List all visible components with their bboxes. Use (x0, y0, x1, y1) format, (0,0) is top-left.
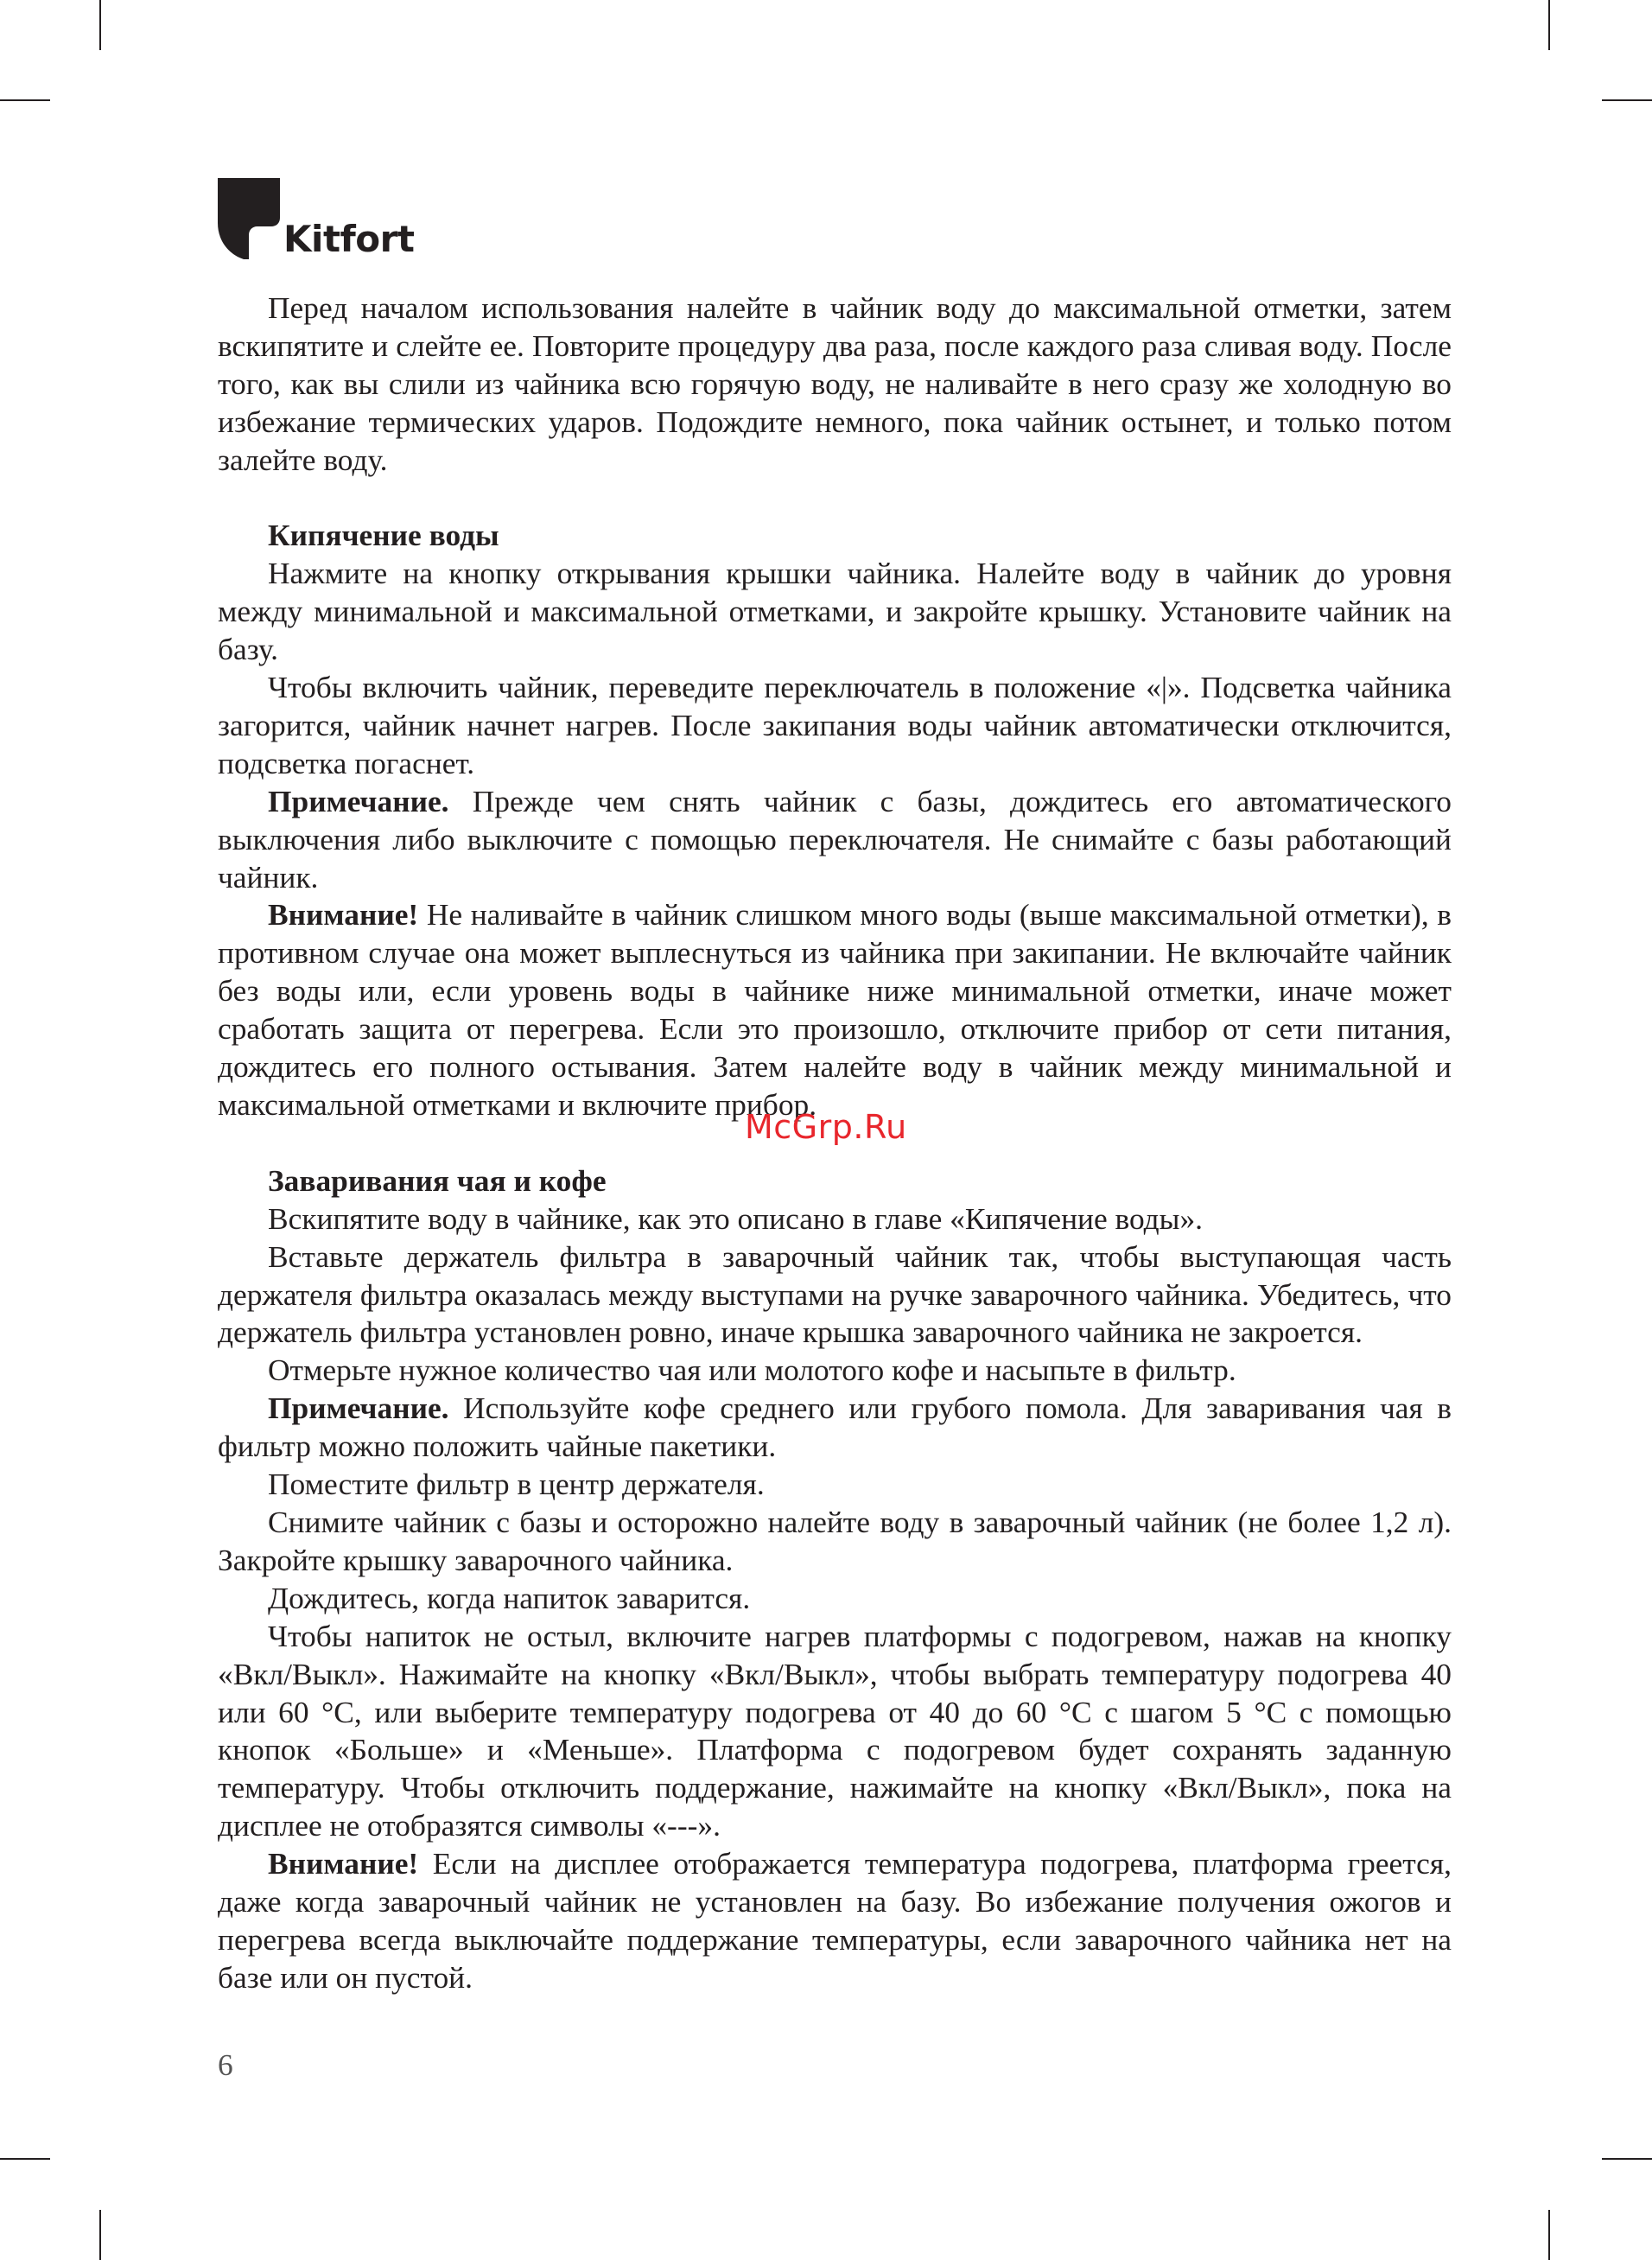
note-paragraph (218, 783, 1452, 897)
brand-logo (218, 178, 414, 259)
paragraph: Снимите чайник с базы и осторожно налейте воду в заварочный чайник (не более 1,2 л). Закройте крышку заварочного чайника. (218, 1504, 1452, 1577)
crop-mark (1602, 2158, 1652, 2160)
intro-paragraph: Перед началом использования налейте в чайник воду до максимальной отметки, затем вскипятите и слейте ее. Повторите процедуру два раза, после каждого раза сливая воду. После того, как вы слили из чайника всю горячую воду, не наливайте в него сразу же холодную во избежание термических ударов. Подождите немного, пока чайник остынет, и только потом залейте воду. (218, 290, 1452, 477)
note-label: Примечание. (268, 783, 449, 818)
paragraph: Дождитесь, когда напиток заварится. (268, 1580, 751, 1615)
crop-mark (1548, 0, 1550, 50)
crop-mark (0, 2158, 50, 2160)
warning-label: Внимание! (268, 897, 419, 933)
crop-mark (99, 0, 101, 50)
warning-label: Внимание! (268, 1846, 419, 1881)
paragraph: Нажмите на кнопку открывания крышки чайника. Налейте воду в чайник до уровня между минимальной и максимальной отметками, и закройте крышку. Установите чайник на базу. (218, 556, 1452, 667)
kitfort-logo-icon (218, 178, 280, 259)
paragraph: Вскипятите воду в чайнике, как это описано в главе «Кипячение воды». (268, 1200, 1204, 1236)
watermark: McGrp.Ru (745, 1108, 907, 1146)
section-heading-boiling: Кипячение воды (268, 518, 499, 553)
warning-paragraph (218, 1845, 1452, 1997)
note-paragraph (218, 1390, 1452, 1466)
paragraph: Чтобы напиток не остыл, включите нагрев платформы с подогревом, нажав на кнопку «Вкл/Выкл». Нажимайте на кнопку «Вкл/Выкл», чтобы выбрать температуру подогрева 40 или 60 °С, или выберите температуру подогрева от 40 до 60 °С с шагом 5 °С с помощью кнопок «Больше» и «Меньше». Платформа с подогревом будет сохранять заданную температуру. Чтобы отключить поддержание, нажимайте на кнопку «Вкл/Выкл», пока на дисплее не отобразятся символы «---». (218, 1618, 1452, 1843)
paragraph: Поместите фильтр в центр держателя. (268, 1467, 765, 1502)
paragraph: Вставьте держатель фильтра в заварочный чайник так, чтобы выступающая часть держателя фильтра оказалась между выступами на ручке заварочного чайника. Убедитесь, что держатель фильтра установлен ровно, иначе крышка заварочного чайника не закроется. (218, 1238, 1452, 1350)
paragraph: Чтобы включить чайник, переведите переключатель в положение «|». Подсветка чайника загорится, чайник начнет нагрев. После закипания воды чайник автоматически отключится, подсветка погаснет. (218, 670, 1452, 780)
crop-mark (1602, 99, 1652, 101)
note-text: Прежде чем снять чайник с базы, дождитесь его автоматического выключения либо выключите с помощью переключателя. Не снимайте с базы работающий чайник. (218, 783, 1452, 894)
warning-paragraph (218, 896, 1452, 1124)
note-text: Используйте кофе среднего или грубого помола. Для заваривания чая в фильтр можно положить чайные пакетики. (218, 1391, 1452, 1464)
warning-text: Если на дисплее отображается температура подогрева, платформа греется, даже когда заварочный чайник не установлен на базу. Во избежание получения ожогов и перегрева всегда выключайте поддержание температуры, если заварочного чайника нет на базе или он пустой. (218, 1846, 1452, 1995)
crop-mark (1548, 2210, 1550, 2260)
crop-mark (99, 2210, 101, 2260)
crop-mark (0, 99, 50, 101)
brand-name: Kitfort (283, 218, 415, 260)
note-label: Примечание. (268, 1391, 449, 1426)
warning-text: Не наливайте в чайник слишком много воды (выше максимальной отметки), в противном случае она может выплеснуться из чайника при закипании. Не включайте чайник без воды или, если уровень воды в чайнике ниже минимальной отметки, иначе может сработать защита от перегрева. Если это произошло, отключите прибор от сети питания, дождитесь его полного остывания. Затем налейте воду в чайник между минимальной и максимальной отметками и включите прибор. (218, 897, 1452, 1123)
paragraph: Отмерьте нужное количество чая или молотого кофе и насыпьте в фильтр. (268, 1353, 1236, 1388)
page-number: 6 (218, 2047, 233, 2082)
section-heading-brewing: Заваривания чая и кофе (268, 1162, 607, 1198)
